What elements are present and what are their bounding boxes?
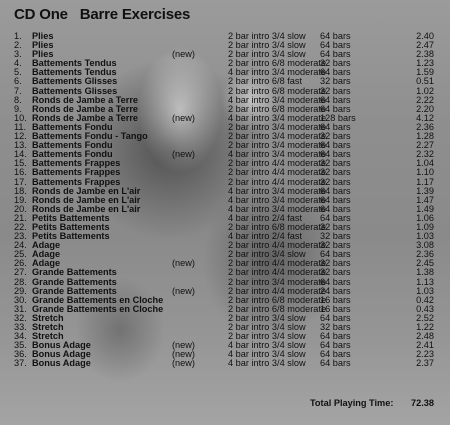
track-bars: 64 bars — [320, 31, 351, 41]
track-time: 1.13 — [416, 276, 434, 287]
track-time: 2.45 — [416, 258, 434, 269]
track-name: Petits Battements — [32, 231, 110, 242]
track-bars: 64 bars — [320, 340, 351, 351]
track-number: 16. — [14, 167, 27, 178]
track-intro: 2 bar intro 6/8 moderate — [228, 58, 327, 69]
track-intro: 2 bar intro 6/8 moderate — [228, 85, 327, 96]
track-bars: 32 bars — [320, 240, 351, 251]
track-time: 2.23 — [416, 349, 434, 360]
track-time: 1.49 — [416, 203, 434, 214]
track-number: 37. — [14, 358, 27, 369]
track-intro: 4 bar intro 2/4 fast — [228, 212, 303, 223]
track-number: 26. — [14, 258, 27, 269]
track-time: 1.22 — [416, 322, 434, 332]
track-row — [0, 32, 450, 41]
track-intro: 2 bar intro 3/4 moderate — [228, 276, 327, 287]
new-badge: (new) — [172, 358, 195, 369]
track-intro: 4 bar intro 2/4 fast — [228, 231, 303, 242]
track-time: 2.36 — [416, 121, 434, 132]
track-number: 23. — [14, 231, 27, 242]
track-intro: 4 bar intro 3/4 moderate — [228, 94, 327, 105]
track-intro: 2 bar intro 3/4 slow — [228, 40, 306, 51]
track-number: 21. — [14, 212, 27, 223]
track-intro: 2 bar intro 6/8 moderate — [228, 303, 327, 314]
track-name: Grande Battements en Cloche — [32, 303, 164, 314]
track-row — [0, 241, 450, 250]
track-bars: 32 bars — [320, 221, 351, 232]
track-bars: 32 bars — [320, 131, 351, 142]
track-bars: 64 bars — [320, 249, 351, 260]
track-name: Plies — [32, 40, 54, 51]
track-intro: 2 bar intro 3/4 slow — [228, 31, 306, 41]
track-intro: 4 bar intro 3/4 moderate — [228, 112, 327, 123]
track-intro: 2 bar intro 3/4 moderate — [228, 131, 327, 142]
track-time: 1.23 — [416, 58, 434, 69]
track-bars: 64 bars — [320, 67, 351, 78]
track-name: Bonus Adage — [32, 340, 91, 351]
track-time: 0.42 — [416, 294, 434, 305]
track-row — [0, 41, 450, 50]
track-name: Stretch — [32, 312, 64, 323]
track-bars: 16 bars — [320, 294, 351, 305]
track-name: Ronds de Jambe a Terre — [32, 94, 139, 105]
track-bars: 64 bars — [320, 212, 351, 223]
track-bars: 64 bars — [320, 312, 351, 323]
track-time: 1.09 — [416, 221, 434, 232]
track-intro: 4 bar intro 3/4 slow — [228, 358, 306, 369]
total-playing-time — [0, 398, 450, 410]
track-number: 13. — [14, 140, 27, 151]
track-row — [0, 250, 450, 259]
track-bars: 32 bars — [320, 231, 351, 242]
track-name: Ronds de Jambe en L'air — [32, 185, 141, 196]
new-badge: (new) — [172, 112, 195, 123]
track-name: Grande Battements — [32, 285, 117, 296]
new-badge: (new) — [172, 340, 195, 351]
track-row — [0, 232, 450, 241]
track-name: Ronds de Jambe a Terre — [32, 103, 139, 114]
track-row — [0, 314, 450, 323]
track-number: 27. — [14, 267, 27, 278]
track-row — [0, 323, 450, 332]
track-name: Grande Battements — [32, 267, 117, 278]
track-intro: 4 bar intro 3/4 slow — [228, 349, 306, 360]
track-bars: 24 bars — [320, 285, 351, 296]
track-intro: 2 bar intro 4/4 moderate — [228, 267, 327, 278]
track-intro: 2 bar intro 6/8 moderate — [228, 221, 327, 232]
track-time: 1.38 — [416, 267, 434, 278]
track-list — [0, 32, 450, 368]
new-badge: (new) — [172, 285, 195, 296]
track-name: Battements Frappes — [32, 176, 121, 187]
track-name: Plies — [32, 31, 54, 41]
track-intro: 4 bar intro 3/4 moderate — [228, 149, 327, 160]
track-number: 12. — [14, 131, 27, 142]
track-time: 1.03 — [416, 285, 434, 296]
track-number: 24. — [14, 240, 27, 251]
track-number: 17. — [14, 176, 27, 187]
track-row — [0, 359, 450, 368]
track-bars: 64 bars — [320, 121, 351, 132]
track-name: Battements Fondu — [32, 149, 113, 160]
track-number: 9. — [14, 103, 22, 114]
track-intro: 4 bar intro 3/4 moderate — [228, 185, 327, 196]
track-time: 2.32 — [416, 149, 434, 160]
track-intro: 2 bar intro 3/4 slow — [228, 249, 306, 260]
track-name: Battements Glisses — [32, 76, 118, 87]
track-time: 1.04 — [416, 158, 434, 169]
track-intro: 2 bar intro 6/8 fast — [228, 76, 303, 87]
track-time: 2.40 — [416, 31, 434, 41]
track-intro: 4 bar intro 3/4 moderate — [228, 67, 327, 78]
track-intro: 4 bar intro 3/4 slow — [228, 340, 306, 351]
track-name: Bonus Adage — [32, 349, 91, 360]
track-intro: 2 bar intro 6/8 moderate — [228, 103, 327, 114]
track-name: Grande Battements en Cloche — [32, 294, 164, 305]
track-number: 31. — [14, 303, 27, 314]
track-time: 2.37 — [416, 358, 434, 369]
track-number: 33. — [14, 322, 27, 332]
track-name: Adage — [32, 258, 61, 269]
track-number: 28. — [14, 276, 27, 287]
track-time: 2.38 — [416, 49, 434, 60]
track-time: 2.22 — [416, 94, 434, 105]
track-bars: 64 bars — [320, 349, 351, 360]
track-number: 3. — [14, 49, 22, 60]
track-time: 1.06 — [416, 212, 434, 223]
track-name: Battements Fondu — [32, 140, 113, 151]
track-bars: 16 bars — [320, 303, 351, 314]
track-name: Petits Battements — [32, 221, 110, 232]
track-number: 22. — [14, 221, 27, 232]
track-bars: 64 bars — [320, 94, 351, 105]
track-time: 1.28 — [416, 131, 434, 142]
track-bars: 64 bars — [320, 203, 351, 214]
track-bars: 64 bars — [320, 49, 351, 60]
track-number: 25. — [14, 249, 27, 260]
track-time: 1.03 — [416, 231, 434, 242]
track-intro: 2 bar intro 3/4 slow — [228, 49, 306, 60]
track-time: 1.39 — [416, 185, 434, 196]
track-number: 34. — [14, 331, 27, 342]
track-name: Ronds de Jambe en L'air — [32, 194, 141, 205]
track-time: 2.20 — [416, 103, 434, 114]
track-name: Battements Fondu — [32, 121, 113, 132]
track-intro: 2 bar intro 3/4 moderate — [228, 121, 327, 132]
track-intro: 2 bar intro 4/4 moderate — [228, 167, 327, 178]
track-name: Battements Frappes — [32, 158, 121, 169]
track-number: 35. — [14, 340, 27, 351]
track-bars: 32 bars — [320, 158, 351, 169]
track-number: 10. — [14, 112, 27, 123]
track-time: 2.41 — [416, 340, 434, 351]
track-time: 1.10 — [416, 167, 434, 178]
track-bars: 64 bars — [320, 185, 351, 196]
track-name: Petits Battements — [32, 212, 110, 223]
track-time: 2.47 — [416, 40, 434, 51]
track-name: Plies — [32, 49, 54, 60]
track-name: Battements Glisses — [32, 85, 118, 96]
track-number: 2. — [14, 40, 22, 51]
track-intro: 2 bar intro 3/4 moderate — [228, 140, 327, 151]
track-intro: 2 bar intro 3/4 slow — [228, 331, 306, 342]
track-bars: 64 bars — [320, 103, 351, 114]
track-time: 3.08 — [416, 240, 434, 251]
track-bars: 128 bars — [320, 112, 356, 123]
track-intro: 4 bar intro 3/4 moderate — [228, 194, 327, 205]
track-intro: 2 bar intro 4/4 moderate — [228, 285, 327, 296]
new-badge: (new) — [172, 149, 195, 160]
track-time: 1.59 — [416, 67, 434, 78]
track-number: 1. — [14, 31, 22, 41]
new-badge: (new) — [172, 49, 195, 60]
track-name: Adage — [32, 249, 61, 260]
track-number: 7. — [14, 85, 22, 96]
track-bars: 64 bars — [320, 331, 351, 342]
track-row — [0, 305, 450, 314]
track-bars: 64 bars — [320, 194, 351, 205]
track-number: 11. — [14, 121, 27, 132]
track-intro: 2 bar intro 4/4 moderate — [228, 158, 327, 169]
page-title: CD One Barre Exercises — [14, 6, 191, 23]
track-name: Battements Frappes — [32, 167, 121, 178]
new-badge: (new) — [172, 258, 195, 269]
track-time: 1.02 — [416, 85, 434, 96]
track-name: Battements Fondu - Tango — [32, 131, 148, 142]
track-number: 4. — [14, 58, 22, 69]
track-time: 2.52 — [416, 312, 434, 323]
track-intro: 2 bar intro 3/4 slow — [228, 312, 306, 323]
track-name: Stretch — [32, 322, 64, 332]
new-badge: (new) — [172, 349, 195, 360]
track-number: 29. — [14, 285, 27, 296]
track-name: Ronds de Jambe en L'air — [32, 203, 141, 214]
track-name: Battements Tendus — [32, 58, 117, 69]
track-name: Stretch — [32, 331, 64, 342]
track-time: 2.36 — [416, 249, 434, 260]
track-intro: 2 bar intro 6/8 moderate — [228, 294, 327, 305]
track-bars: 32 bars — [320, 322, 351, 332]
track-name: Bonus Adage — [32, 358, 91, 369]
track-number: 6. — [14, 76, 22, 87]
track-number: 14. — [14, 149, 27, 160]
track-time: 0.43 — [416, 303, 434, 314]
track-time: 2.27 — [416, 140, 434, 151]
track-number: 18. — [14, 185, 27, 196]
track-name: Adage — [32, 240, 61, 251]
track-bars: 64 bars — [320, 149, 351, 160]
track-number: 8. — [14, 94, 22, 105]
track-number: 5. — [14, 67, 22, 78]
track-bars: 64 bars — [320, 40, 351, 51]
track-bars: 32 bars — [320, 85, 351, 96]
track-bars: 64 bars — [320, 140, 351, 151]
track-time: 0.51 — [416, 76, 434, 87]
track-intro: 2 bar intro 3/4 slow — [228, 322, 306, 332]
track-bars: 32 bars — [320, 76, 351, 87]
track-bars: 64 bars — [320, 276, 351, 287]
track-bars: 32 bars — [320, 267, 351, 278]
track-name: Ronds de Jambe a Terre — [32, 112, 139, 123]
track-bars: 32 bars — [320, 258, 351, 269]
track-intro: 4 bar intro 3/4 moderate — [228, 203, 327, 214]
track-number: 20. — [14, 203, 27, 214]
track-intro: 2 bar intro 4/4 moderate — [228, 258, 327, 269]
track-number: 19. — [14, 194, 27, 205]
track-bars: 64 bars — [320, 358, 351, 369]
track-time: 1.17 — [416, 176, 434, 187]
track-intro: 2 bar intro 4/4 moderate — [228, 240, 327, 251]
track-number: 32. — [14, 312, 27, 323]
track-time: 4.12 — [416, 112, 434, 123]
track-bars: 32 bars — [320, 176, 351, 187]
track-number: 36. — [14, 349, 27, 360]
track-name: Battements Tendus — [32, 67, 117, 78]
track-bars: 32 bars — [320, 167, 351, 178]
track-time: 2.48 — [416, 331, 434, 342]
track-name: Grande Battements — [32, 276, 117, 287]
total-value: 72.38 — [411, 398, 434, 408]
track-number: 30. — [14, 294, 27, 305]
track-number: 15. — [14, 158, 27, 169]
track-bars: 32 bars — [320, 58, 351, 69]
total-label: Total Playing Time: — [310, 398, 394, 408]
track-time: 1.47 — [416, 194, 434, 205]
track-intro: 2 bar intro 4/4 moderate — [228, 176, 327, 187]
